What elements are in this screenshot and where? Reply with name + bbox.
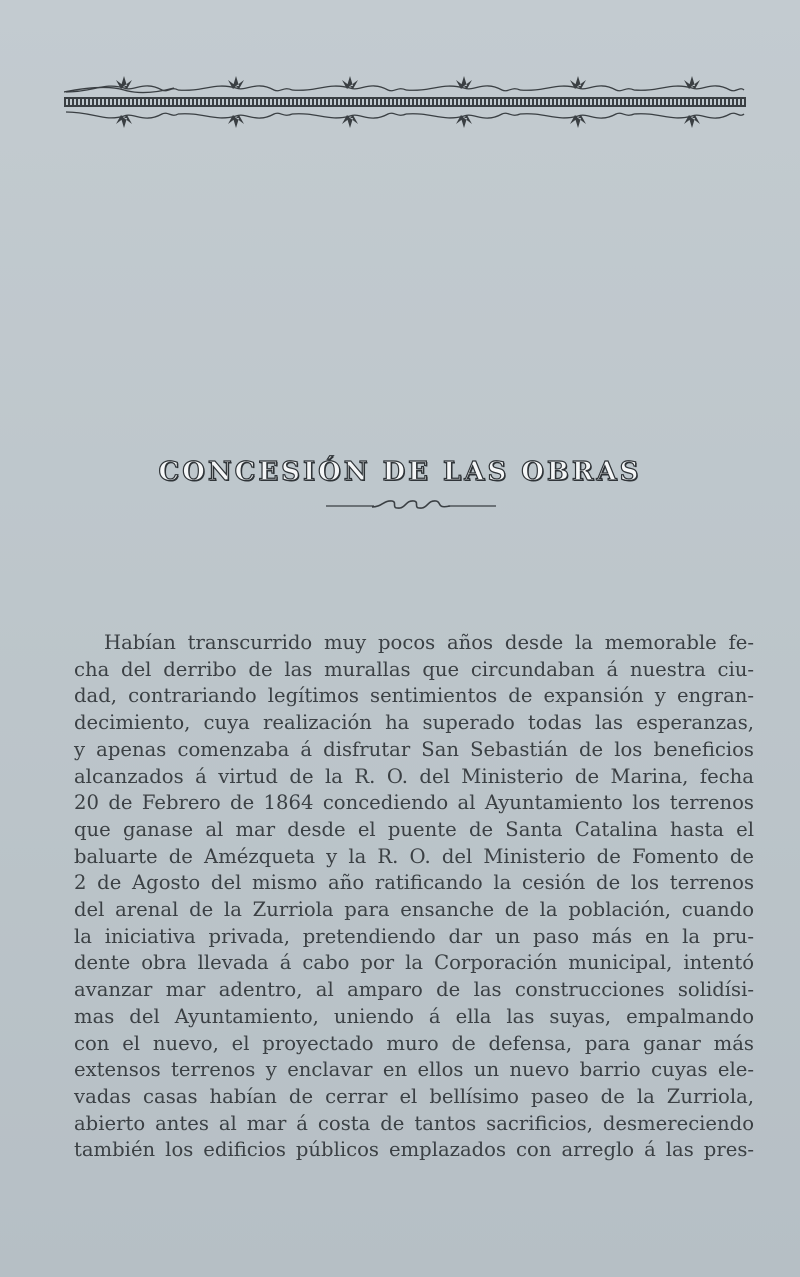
page-title: CONCESIÓN DE LAS OBRAS <box>158 457 642 488</box>
body-paragraph <box>74 630 754 1164</box>
text-line: que ganase al mar desde el puente de Santa Catalina hasta el <box>74 817 754 841</box>
text-line: la iniciativa privada, pretendiendo dar un paso más en la pru- <box>74 924 754 948</box>
text-line: del arenal de la Zurriola para ensanche de la población, cuando <box>74 898 754 922</box>
text-line: avanzar mar adentro, al amparo de las construcciones solidísi- <box>74 978 754 1002</box>
text-line: dente obra llevada á cabo por la Corporación municipal, intentó <box>74 951 754 975</box>
text-line: 2 de Agosto del mismo año ratificando la cesión de los terrenos <box>74 871 754 895</box>
text-line: Habían transcurrido muy pocos años desde la memorable fe- <box>104 631 754 654</box>
text-line: y apenas comenzaba á disfrutar San Sebastián de los beneficios <box>74 737 754 761</box>
text-line: vadas casas habían de cerrar el bellísimo paseo de la Zurriola, <box>74 1084 754 1108</box>
ornamental-header-band-icon <box>64 70 746 132</box>
text-line: mas del Ayuntamiento, uniendo á ella las suyas, empalmando <box>74 1004 754 1028</box>
text-line: alcanzados á virtud de la R. O. del Ministerio de Marina, fecha <box>74 764 754 788</box>
text-line: dad, contrariando legítimos sentimientos de expansión y engran- <box>74 684 754 708</box>
text-line: baluarte de Amézqueta y la R. O. del Ministerio de Fomento de <box>74 844 754 868</box>
text-line: también los edificios públicos emplazados con arreglo á las pres- <box>74 1138 754 1162</box>
text-line: con el nuevo, el proyectado muro de defensa, para ganar más <box>74 1031 754 1055</box>
text-line: 20 de Febrero de 1864 concediendo al Ayuntamiento los terrenos <box>74 791 754 815</box>
text-line: abierto antes al mar á costa de tantos sacrificios, desmereciendo <box>74 1111 754 1135</box>
text-line: extensos terrenos y enclavar en ellos un nuevo barrio cuyas ele- <box>74 1058 754 1082</box>
scroll-flourish-divider-icon <box>326 497 496 513</box>
text-line: cha del derribo de las murallas que circundaban á nuestra ciu- <box>74 657 754 681</box>
text-line: decimiento, cuya realización ha superado todas las esperanzas, <box>74 711 754 735</box>
